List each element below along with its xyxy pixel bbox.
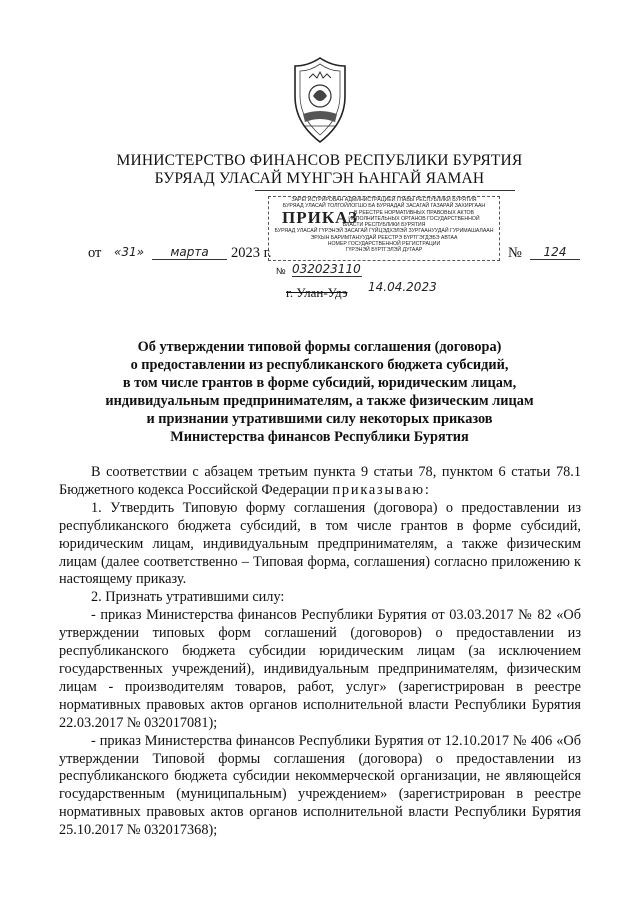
stamp-line: ГҮРЭНЭЙ БҮРТГЭЛЭЙ ДУГААР xyxy=(345,247,423,254)
registration-number-prefix: № xyxy=(276,266,286,276)
date-month: марта xyxy=(152,245,227,260)
paragraph-4: - приказ Министерства финансов Республики Бурятия от 12.10.2017 № 406 «Об утверждении Типовой формы соглашения (договора) о предоставлении из республиканского бюджета субсидии некоммерческой организации, не являющейся государственным (муниципальным) учреждением» (зарегистрирован в реестре нормативных правовых актов органов исполнительной власти Республики Бурятия 25.10.2017 № 032017368); xyxy=(59,732,581,839)
city-name: г. Улан-Удэ xyxy=(286,285,348,300)
title-line: о предоставлении из республиканского бюджета субсидий, xyxy=(130,357,509,373)
stamp-line: БУРЯАД УЛАСАЙ ТОЛГОЙЛОГШО БА БУРЯАДАЙ ЗАСАГАЙ ГАЗАРАЙ ЗАХИРГААН xyxy=(282,203,486,210)
registration-number: 032023110 xyxy=(292,262,361,276)
paragraph-3: - приказ Министерства финансов Республики Бурятия от 03.03.2017 № 82 «Об утверждении типовых форм соглашений (договоров) о предоставлении из республиканского бюджета субсидии юридическим лицам (за исключением государственных учреждений), индивидуальным предпринимателям, физическим лицам - производителям товаров, работ, услуг» (зарегистрирован в реестре нормативных правовых актов органов исполнительной власти Республики Бурятия 22.03.2017 № 032017081); xyxy=(59,607,581,731)
stamp-line: НОМЕР ГОСУДАРСТВЕННОЙ РЕГИСТРАЦИИ xyxy=(327,241,441,248)
registration-date: 14.04.2023 xyxy=(368,280,437,294)
title-line: и признании утратившими силу некоторых приказов xyxy=(146,411,493,427)
intro-colon: : xyxy=(424,481,429,498)
stamp-line: ЭРХЫН БАРИМТАНУУДАЙ РЕЕСТРЭ БҮРТГЭГДЭБЭ АВТАА xyxy=(310,234,458,241)
stamp-line: ИСПОЛНИТЕЛЬНЫХ ОРГАНОВ ГОСУДАРСТВЕННОЙ xyxy=(348,215,480,222)
stamp-line: ВЛАСТИ РЕСПУБЛИКИ БУРЯТИЯ xyxy=(342,222,426,229)
header-divider xyxy=(255,190,515,191)
title-line: Об утверждении типовой формы соглашения (договора) xyxy=(137,339,502,355)
date-year: 2023 г. xyxy=(231,245,272,261)
republic-emblem-icon xyxy=(289,56,351,144)
order-number-value: 124 xyxy=(530,245,580,260)
title-line: индивидуальным предпринимателям, а также физическим лицам xyxy=(105,393,534,409)
directive-word: приказываю xyxy=(332,481,425,498)
stamp-line: БУРЯАД УЛАСАЙ ГҮРЭНЭЙ ЗАСАГАЙ ГҮЙЦЭДХЭЛЭЙ ЗУРГААНУУДАЙ ГУРИМАШАЛААН xyxy=(274,228,494,235)
order-body xyxy=(59,464,581,840)
stamp-line: ЗАРЕГИСТРИРОВАН АДМИНИСТРАЦИЕЙ ГЛАВЫ РЕСПУБЛИКИ БУРЯТИЯ xyxy=(291,197,477,203)
ministry-name-ru: МИНИСТЕРСТВО ФИНАНСОВ РЕСПУБЛИКИ БУРЯТИЯ xyxy=(116,152,523,169)
date-prefix: от xyxy=(88,245,102,261)
intro-text: В соответствии с абзацем третьим пункта 9 статьи 78, пунктом 6 статьи 78.1 Бюджетного кодекса Российской Федерации xyxy=(59,464,581,498)
ministry-name-bur: БУРЯАД УЛАСАЙ МҮНГЭН ҺАНГАЙ ЯАМАН xyxy=(154,170,485,187)
stamp-line: В РЕЕСТРЕ НОРМАТИВНЫХ ПРАВОВЫХ АКТОВ xyxy=(353,209,475,216)
paragraph-2: 2. Признать утратившими силу: xyxy=(91,589,285,606)
paragraph-1: 1. Утвердить Типовую форму соглашения (договора) о предоставлении из республиканского бюджета субсидий, в том числе грантов в форме субсидий, юридическим лицам, индивидуальным предпринимателям, а также физическим лицам (далее соответственно – Типовая форма, соглашения) согласно приложению к настоящему приказу. xyxy=(59,499,581,588)
order-title xyxy=(90,338,549,446)
date-day: «31» xyxy=(114,245,145,259)
registration-stamp xyxy=(268,196,500,261)
order-number-label: № xyxy=(508,245,522,261)
document-type-title: ПРИКАЗ xyxy=(282,208,358,227)
title-line: Министерства финансов Республики Бурятия xyxy=(170,429,469,445)
intro-paragraph xyxy=(59,464,581,500)
title-line: в том числе грантов в форме субсидий, юридическим лицам, xyxy=(122,375,517,391)
